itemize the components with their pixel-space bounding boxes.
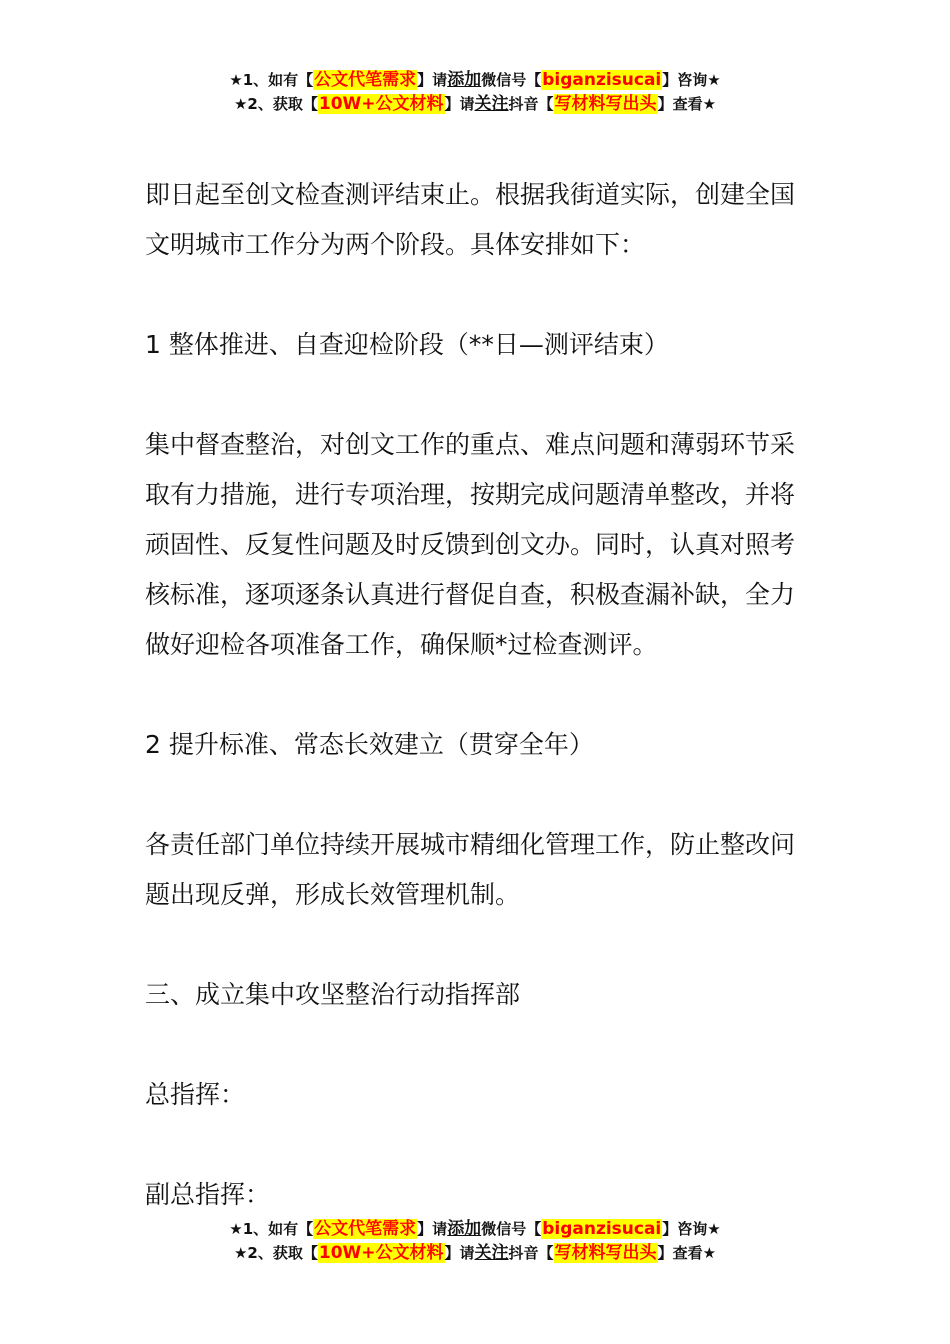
header-banner: [0, 68, 950, 116]
paragraph-intro: 即日起至创文检查测评结束止。根据我街道实际，创建全国文明城市工作分为两个阶段。具体安排如下：: [145, 180, 796, 259]
highlight-service: 公文代笔需求: [314, 1219, 417, 1239]
chief-commander-label: 总指挥：: [145, 1080, 246, 1109]
document-body: [145, 170, 815, 1220]
heading-phase-1: 1 整体推进、自查迎检阶段（**日—测评结束）: [145, 330, 669, 359]
highlight-wechat-id: biganzisucai: [542, 70, 662, 90]
highlight-materials: 10W+公文材料: [318, 94, 444, 114]
banner-line-1: [0, 1217, 950, 1241]
banner-text: 抖音【: [508, 95, 554, 113]
paragraph-phase-2: 各责任部门单位持续开展城市精细化管理工作，防止整改问题出现反弹，形成长效管理机制。: [145, 830, 796, 909]
banner-text: 】查看★: [657, 95, 717, 113]
deputy-commander-label: 副总指挥：: [145, 1180, 271, 1209]
highlight-wechat-id: biganzisucai: [542, 1219, 662, 1239]
banner-text: ★2、获取【: [233, 1244, 318, 1262]
banner-text: 】咨询★: [662, 1220, 721, 1238]
footer-banner: [0, 1217, 950, 1265]
banner-text: 】查看★: [657, 1244, 717, 1262]
banner-text: 】请: [444, 95, 475, 113]
highlight-douyin-account: 写材料写出头: [554, 1243, 657, 1263]
highlight-douyin-account: 写材料写出头: [554, 94, 657, 114]
banner-line-1: [0, 68, 950, 92]
banner-text: ★1、如有【: [229, 71, 314, 89]
banner-text: 】请: [417, 1220, 448, 1238]
underlined-follow: 关注: [474, 94, 509, 114]
banner-line-2: [0, 92, 950, 116]
banner-text: 】请: [444, 1244, 475, 1262]
banner-text: 微信号【: [481, 71, 542, 89]
banner-line-2: [0, 1241, 950, 1265]
highlight-service: 公文代笔需求: [314, 70, 417, 90]
banner-text: 抖音【: [508, 1244, 554, 1262]
section-heading-3: 三、成立集中攻坚整治行动指挥部: [145, 980, 521, 1009]
heading-phase-2: 2 提升标准、常态长效建立（贯穿全年）: [145, 730, 594, 759]
banner-text: 】咨询★: [662, 71, 721, 89]
banner-text: ★1、如有【: [229, 1220, 314, 1238]
underlined-add: 添加: [447, 1219, 482, 1239]
underlined-follow: 关注: [474, 1243, 509, 1263]
paragraph-phase-1: 集中督查整治，对创文工作的重点、难点问题和薄弱环节采取有力措施，进行专项治理，按期完成问题清单整改，并将顽固性、反复性问题及时反馈到创文办。同时，认真对照考核标准，逐项逐条认真进行督促自查，积极查漏补缺，全力做好迎检各项准备工作，确保顺*过检查测评。: [145, 430, 796, 659]
banner-text: 微信号【: [481, 1220, 542, 1238]
banner-text: ★2、获取【: [233, 95, 318, 113]
highlight-materials: 10W+公文材料: [318, 1243, 444, 1263]
underlined-add: 添加: [447, 70, 482, 90]
banner-text: 】请: [417, 71, 448, 89]
